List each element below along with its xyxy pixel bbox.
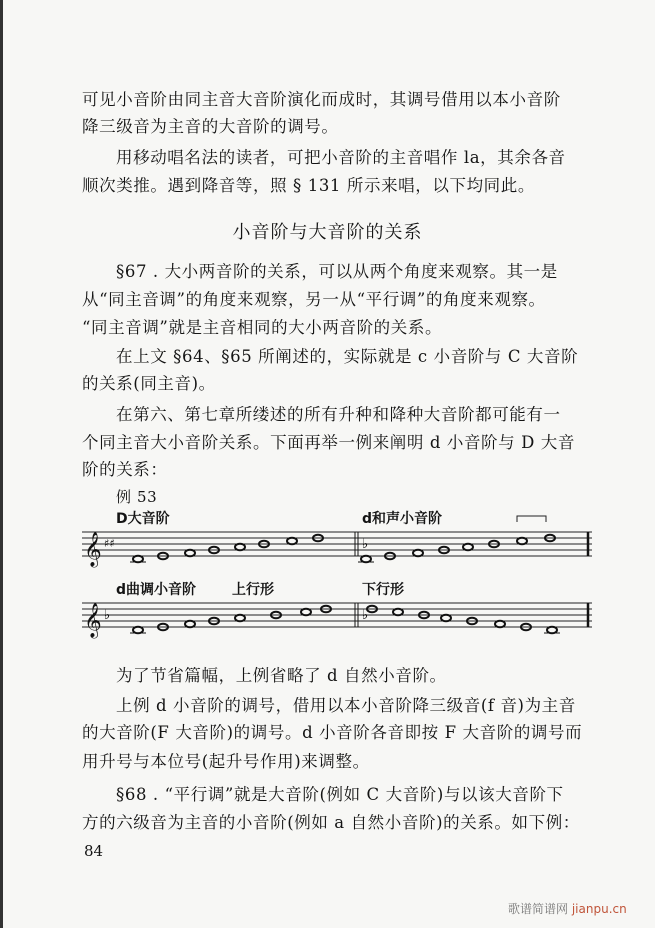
whole-note bbox=[235, 544, 245, 551]
paragraph-line: 用升号与本位号(起升号作用)来调整。 bbox=[82, 752, 370, 771]
whole-note bbox=[393, 609, 403, 616]
sharp-icon: ♯♯ bbox=[104, 537, 115, 550]
paragraph-line: 顺次类推。遇到降音等，照 § 131 所示来唱，以下均同此。 bbox=[82, 176, 535, 195]
watermark bbox=[508, 900, 627, 917]
whole-note bbox=[287, 538, 297, 545]
whole-note bbox=[185, 550, 195, 557]
whole-note bbox=[441, 615, 451, 622]
paragraph-line: 方的六级音为主音的小音阶(例如 a 自然小音阶)的关系。如下例： bbox=[82, 813, 580, 832]
flat-icon: ♭ bbox=[362, 608, 369, 623]
whole-note bbox=[185, 621, 195, 628]
whole-note bbox=[517, 538, 527, 545]
paragraph-line: §67 . 大小两音阶的关系，可以从两个角度来观察。其一是 bbox=[116, 262, 558, 281]
staff-label: d和声小音阶 bbox=[362, 511, 443, 527]
paragraph-line: 降三级音为主音的大音阶的调号。 bbox=[82, 117, 339, 136]
treble-clef-icon: 𝄞 bbox=[84, 603, 102, 638]
bracket bbox=[517, 516, 546, 522]
whole-note bbox=[361, 556, 371, 563]
paragraph-line: 为了节省篇幅，上例省略了 d 自然小音阶。 bbox=[116, 666, 447, 685]
whole-note bbox=[463, 544, 473, 551]
whole-note bbox=[547, 627, 557, 634]
whole-note bbox=[133, 556, 143, 563]
paragraph-line: 可见小音阶由同主音大音阶演化而成时，其调号借用以本小音阶 bbox=[82, 90, 561, 109]
paragraph-line: “同主音调”就是主音相同的大小两音阶的关系。 bbox=[82, 318, 443, 337]
whole-note bbox=[235, 615, 245, 622]
example-label: 例 53 bbox=[116, 488, 158, 506]
section-heading: 小音阶与大音阶的关系 bbox=[232, 222, 423, 243]
paragraph-line: 从“同主音调”的角度来观察，另一从“平行调”的角度来观察。 bbox=[82, 290, 546, 309]
whole-note bbox=[301, 609, 311, 616]
flat-icon: ♭ bbox=[104, 608, 111, 623]
paragraph-line: 的关系(同主音)。 bbox=[82, 374, 216, 393]
paragraph-line: 个同主音大小音阶关系。下面再举一例来阐明 d 小音阶与 D 大音 bbox=[82, 433, 575, 452]
staff-label: d曲调小音阶 bbox=[116, 582, 197, 598]
paragraph-line: 用移动唱名法的读者，可把小音阶的主音唱作 la，其余各音 bbox=[116, 148, 566, 167]
staff-label: D大音阶 bbox=[116, 511, 170, 527]
whole-note bbox=[133, 627, 143, 634]
watermark-cn: 歌谱简谱网 bbox=[508, 902, 569, 916]
whole-note bbox=[413, 550, 423, 557]
whole-note bbox=[495, 621, 505, 628]
flat-icon: ♭ bbox=[362, 537, 369, 552]
staff-label: 下行形 bbox=[362, 582, 404, 598]
paragraph-line: 上例 d 小音阶的调号，借用以本小音阶降三级音(f 音)为主音 bbox=[116, 696, 576, 715]
paragraph-line: §68 . “平行调”就是大音阶(例如 C 大音阶)与以该大音阶下 bbox=[116, 785, 564, 804]
page-number: 84 bbox=[84, 842, 104, 860]
paragraph-line: 在第六、第七章所缕述的所有升种和降种大音阶都可能有一 bbox=[116, 405, 561, 424]
paragraph-line: 阶的关系： bbox=[82, 460, 168, 479]
watermark-url: jianpu.cn bbox=[571, 902, 627, 916]
paragraph-line: 的大音阶(F 大音阶)的调号。d 小音阶各音即按 F 大音阶的调号而 bbox=[82, 723, 583, 742]
paragraph-line: 在上文 §64、§65 所阐述的，实际就是 c 小音阶与 C 大音阶 bbox=[116, 347, 579, 366]
treble-clef-icon: 𝄞 bbox=[84, 532, 102, 567]
staff-label: 上行形 bbox=[232, 582, 274, 598]
